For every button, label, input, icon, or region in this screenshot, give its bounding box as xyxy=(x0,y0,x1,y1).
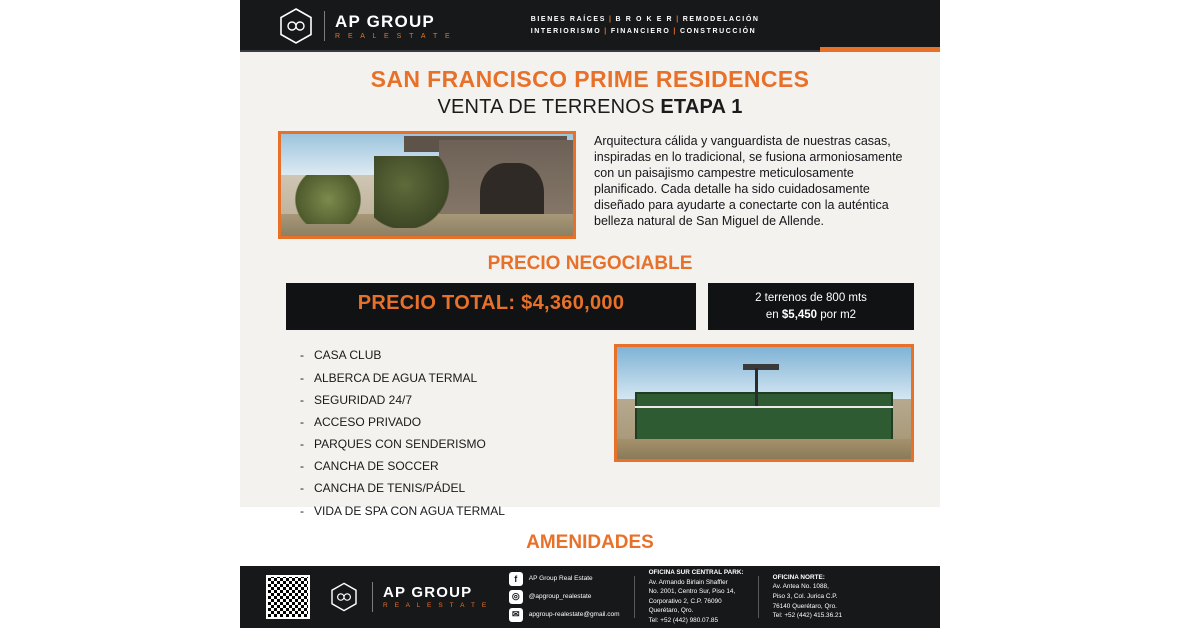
price-note-post: por m2 xyxy=(817,308,857,321)
price-note-badge xyxy=(708,283,914,330)
price-note-line1: 2 terrenos de 800 mts xyxy=(755,292,867,304)
service-5: FINANCIERO xyxy=(610,28,671,35)
list-item: - CASA CLUB xyxy=(300,344,598,366)
flyer-header xyxy=(240,0,940,52)
service-1: BIENES RAÍCES xyxy=(530,16,606,24)
list-item: - ALBERCA DE AGUA TERMAL xyxy=(300,367,598,389)
list-item: - CANCHA DE SOCCER xyxy=(300,455,598,477)
office-north-phone: Tel: +52 (442) 415.36.21 xyxy=(772,612,843,620)
facebook-handle: AP Group Real Estate xyxy=(528,575,593,583)
list-item: - ACCESO PRIVADO xyxy=(300,411,598,433)
flyer xyxy=(240,0,940,625)
footer-divider xyxy=(634,576,635,618)
cancha-tenis-photo xyxy=(614,344,914,462)
social-email[interactable] xyxy=(509,608,620,622)
list-item: - VIDA DE SPA CON AGUA TERMAL xyxy=(300,500,598,522)
photo-bush xyxy=(293,175,363,224)
photo-sky xyxy=(617,347,911,399)
price-note-line2 xyxy=(718,307,904,324)
instagram-handle: @apgroup_realestate xyxy=(528,593,592,601)
hexagon-infinity-logo-icon xyxy=(276,6,316,46)
hero-section xyxy=(240,125,940,239)
hexagon-infinity-logo-icon xyxy=(324,577,364,617)
page-title: SAN FRANCISCO PRIME RESIDENCES xyxy=(370,66,810,92)
photo-pole xyxy=(755,368,758,406)
subtitle-stage: ETAPA 1 xyxy=(660,96,743,118)
price-total-badge: PRECIO TOTAL: $4,360,000 xyxy=(286,283,696,330)
page-subtitle xyxy=(240,96,940,119)
office-south-line1: Av. Armando Birlain Shaffler xyxy=(648,578,728,586)
list-item: - CANCHA DE TENIS/PÁDEL xyxy=(300,477,598,499)
price-note-pre: en xyxy=(765,308,782,321)
flyer-footer xyxy=(240,566,940,628)
office-north-line1: Av. Antea No. 1088, xyxy=(772,583,829,591)
brand-logo xyxy=(276,6,453,46)
list-item: - PARQUES CON SENDERISMO xyxy=(300,433,598,455)
logo-divider xyxy=(324,11,325,41)
price-row xyxy=(240,275,940,330)
subtitle-prefix: VENTA DE TERRENOS xyxy=(437,96,661,118)
service-3: REMODELACIÓN xyxy=(682,16,760,24)
facebook-icon: f xyxy=(509,572,523,586)
footer-brand-text xyxy=(383,585,489,610)
instagram-icon: ◎ xyxy=(509,590,523,604)
office-south-line3: Corporativo 2, C.P. 76090 xyxy=(648,597,722,605)
photo-net xyxy=(635,406,894,408)
service-4: INTERIORISMO xyxy=(530,28,602,35)
footer-brand-name: AP GROUP xyxy=(383,583,473,601)
office-south-phone: Tel: +52 (442) 980.07.85 xyxy=(648,617,719,625)
photo-lamp xyxy=(743,364,778,370)
email-handle: apgroup-realestate@gmail.com xyxy=(528,611,620,619)
office-north-line3: 76140 Querétaro, Qro. xyxy=(772,602,837,610)
header-accent-bar xyxy=(820,47,940,52)
brand-text xyxy=(335,13,453,40)
price-per-m2: $5,450 xyxy=(781,308,818,321)
list-item: - SEGURIDAD 24/7 xyxy=(300,389,598,411)
office-south-heading: OFICINA SUR CENTRAL PARK: xyxy=(648,569,744,577)
amenities-section xyxy=(240,330,940,522)
social-facebook[interactable] xyxy=(509,572,620,586)
casa-entrada-photo xyxy=(278,131,576,239)
amenities-list xyxy=(300,344,598,522)
footer-brand-subtitle: R E A L E S T A T E xyxy=(383,601,489,609)
photo-tree xyxy=(374,156,450,227)
amenities-title: AMENIDADES xyxy=(526,531,654,553)
email-icon: ✉ xyxy=(509,608,523,622)
footer-divider xyxy=(758,576,759,618)
office-south-line4: Querétaro, Qro. xyxy=(648,607,694,615)
office-south-line2: No. 2001, Centro Sur, Piso 14, xyxy=(648,588,736,596)
footer-brand-logo xyxy=(324,577,489,617)
brand-name: AP GROUP xyxy=(335,11,435,31)
office-south xyxy=(649,568,744,626)
office-north xyxy=(773,573,842,621)
logo-divider xyxy=(372,582,373,612)
photo-court xyxy=(635,392,894,441)
service-6: CONSTRUCCIÓN xyxy=(679,28,757,35)
header-services: BIENES RAÍCES | B R O K E R | REMODELACIÓN INTERIORISMO | FINANCIERO | CONSTRUCCIÓN xyxy=(530,16,760,35)
office-north-heading: OFICINA NORTE: xyxy=(772,573,825,581)
hero-description: Arquitectura cálida y vanguardista de nuestras casas, inspiradas en lo tradicional, se fusiona armoniosamente con un paisajismo campestre meticulosamente planificado. Cada detalle ha sido cuidadosamente diseñado para ayudarte a conectarte con la auténtica belleza natural de San Miguel de Allende. xyxy=(594,134,903,228)
price-heading: PRECIO NEGOCIABLE xyxy=(487,253,693,274)
service-2: B R O K E R xyxy=(615,16,674,24)
social-links xyxy=(509,572,620,622)
social-instagram[interactable] xyxy=(509,590,620,604)
qr-code-icon[interactable] xyxy=(266,575,310,619)
title-block xyxy=(240,52,940,125)
brand-subtitle: R E A L E S T A T E xyxy=(335,32,453,40)
photo-ground xyxy=(617,439,911,459)
office-north-line2: Piso 3, Col. Jurica C.P. xyxy=(772,593,838,601)
